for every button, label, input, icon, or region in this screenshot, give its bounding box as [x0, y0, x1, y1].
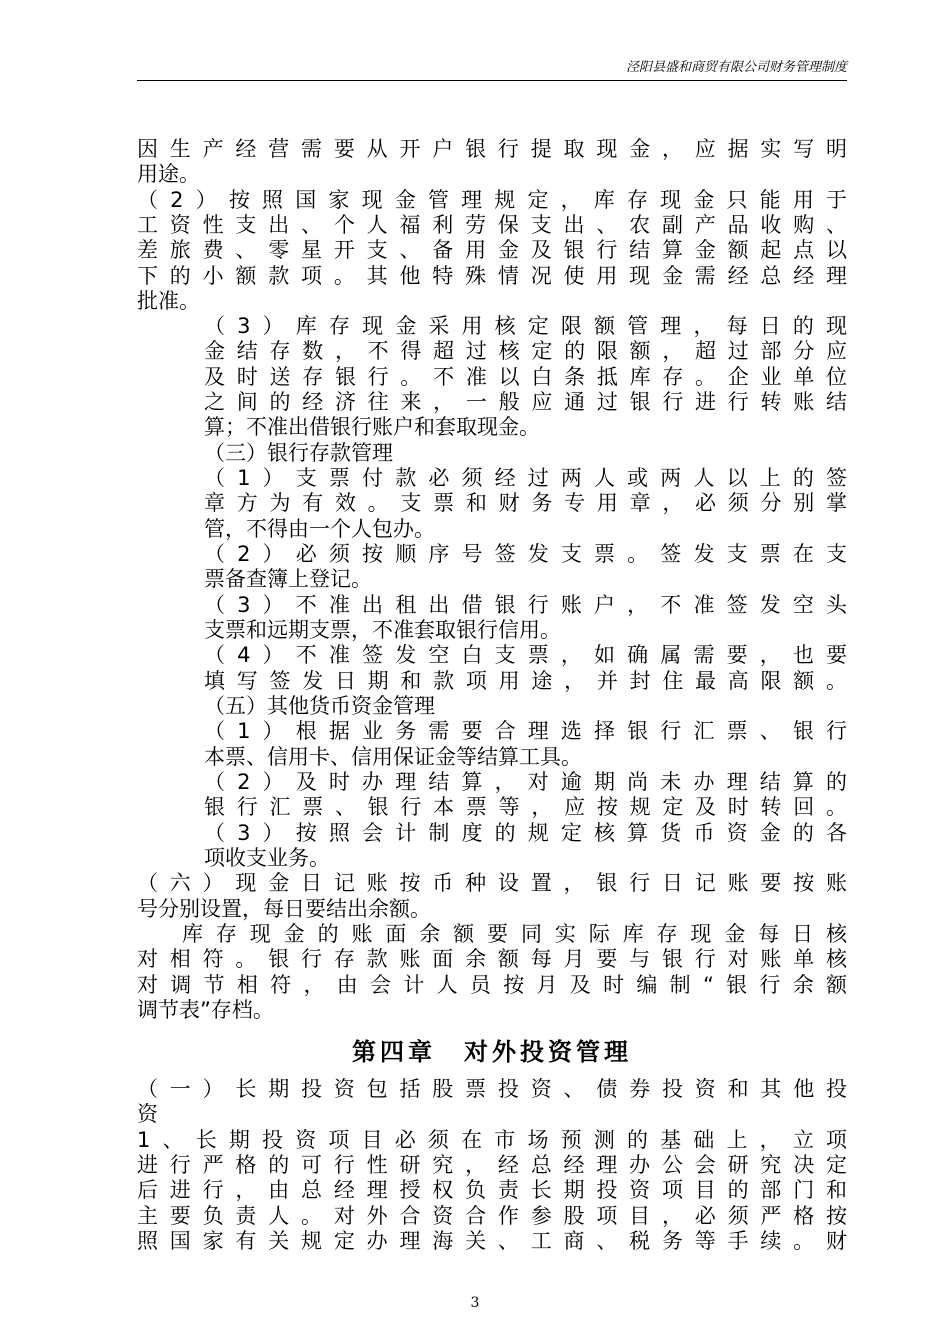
text-line: 填写签发日期和款项用途，并封住最高限额。 — [204, 669, 847, 693]
text-line: 支票和远期支票，不准套取银行信用。 — [204, 618, 561, 642]
text-line: 1、长期投资项目必须在市场预测的基础上，立项 — [137, 1128, 847, 1152]
text-line: （3）按照会计制度的规定核算货币资金的各 — [204, 821, 847, 845]
text-line: 下的小额款项。其他特殊情况使用现金需经总经理 — [137, 264, 847, 288]
text-line: （六）现金日记账按币种设置，银行日记账要按账 — [137, 871, 847, 895]
text-line: 调节表”存档。 — [137, 998, 274, 1022]
text-line: 进行严格的可行性研究，经总经理办公会研究决定 — [137, 1153, 847, 1177]
text-line: （2）及时办理结算，对逾期尚未办理结算的 — [204, 770, 847, 794]
text-line: 资 — [137, 1102, 158, 1126]
text-line: 工资性支出、个人福利劳保支出、农副产品收购、 — [137, 213, 847, 237]
text-line: 算；不准出借银行账户和套取现金。 — [204, 415, 540, 439]
text-line: 项收支业务。 — [204, 846, 330, 870]
text-line: （2）必须按顺序号签发支票。签发支票在支 — [204, 542, 847, 566]
text-line: 之间的经济往来，一般应通过银行进行转账结 — [204, 390, 847, 414]
text-line: 因生产经营需要从开户银行提取现金，应据实写明 — [137, 137, 847, 161]
text-line: 管，不得由一个人包办。 — [204, 517, 435, 541]
text-line: 号分别设置，每日要结出余额。 — [137, 897, 431, 921]
text-line: 本票、信用卡、信用保证金等结算工具。 — [204, 745, 582, 769]
text-line: （1）根据业务需要合理选择银行汇票、银行 — [204, 719, 847, 743]
text-line: （一）长期投资包括股票投资、债券投资和其他投 — [137, 1077, 847, 1101]
chapter-heading: 第四章 对外投资管理 — [352, 1038, 632, 1066]
text-line: 票备查簿上登记。 — [204, 567, 372, 591]
text-line: 差旅费、零星开支、备用金及银行结算金额起点以 — [137, 238, 847, 262]
text-line: 章方为有效。支票和财务专用章，必须分别掌 — [204, 491, 847, 515]
text-line: （三）银行存款管理 — [204, 441, 393, 465]
text-line: 照国家有关规定办理海关、工商、税务等手续。财 — [137, 1229, 847, 1253]
text-line: （五）其他货币资金管理 — [204, 694, 435, 718]
text-line: 对调节相符，由会计人员按月及时编制“银行余额 — [137, 973, 847, 997]
page-header — [137, 58, 847, 81]
text-line: 库存现金的账面余额要同实际库存现金每日核 — [182, 922, 847, 946]
text-line: 主要负责人。对外合资合作参股项目，必须严格按 — [137, 1204, 847, 1228]
text-line: 批准。 — [137, 289, 200, 313]
text-line: （1）支票付款必须经过两人或两人以上的签 — [204, 466, 847, 490]
page-number: 3 — [470, 1295, 480, 1311]
text-line: 及时送存银行。不准以白条抵库存。企业单位 — [204, 365, 847, 389]
text-line: 金结存数，不得超过核定的限额，超过部分应 — [204, 339, 847, 363]
text-line: （2）按照国家现金管理规定，库存现金只能用于 — [137, 188, 847, 212]
text-line: 银行汇票、银行本票等，应按规定及时转回。 — [204, 795, 847, 819]
text-line: （4）不准签发空白支票，如确属需要，也要 — [204, 643, 847, 667]
text-line: （3）库存现金采用核定限额管理，每日的现 — [204, 314, 847, 338]
text-line: 用途。 — [137, 162, 200, 186]
text-line: 对相符。银行存款账面余额每月要与银行对账单核 — [137, 947, 847, 971]
text-line: （3）不准出租出借银行账户，不准签发空头 — [204, 593, 847, 617]
header-title: 泾阳县盛和商贸有限公司财务管理制度 — [625, 60, 847, 75]
text-line: 后进行，由总经理授权负责长期投资项目的部门和 — [137, 1178, 847, 1202]
